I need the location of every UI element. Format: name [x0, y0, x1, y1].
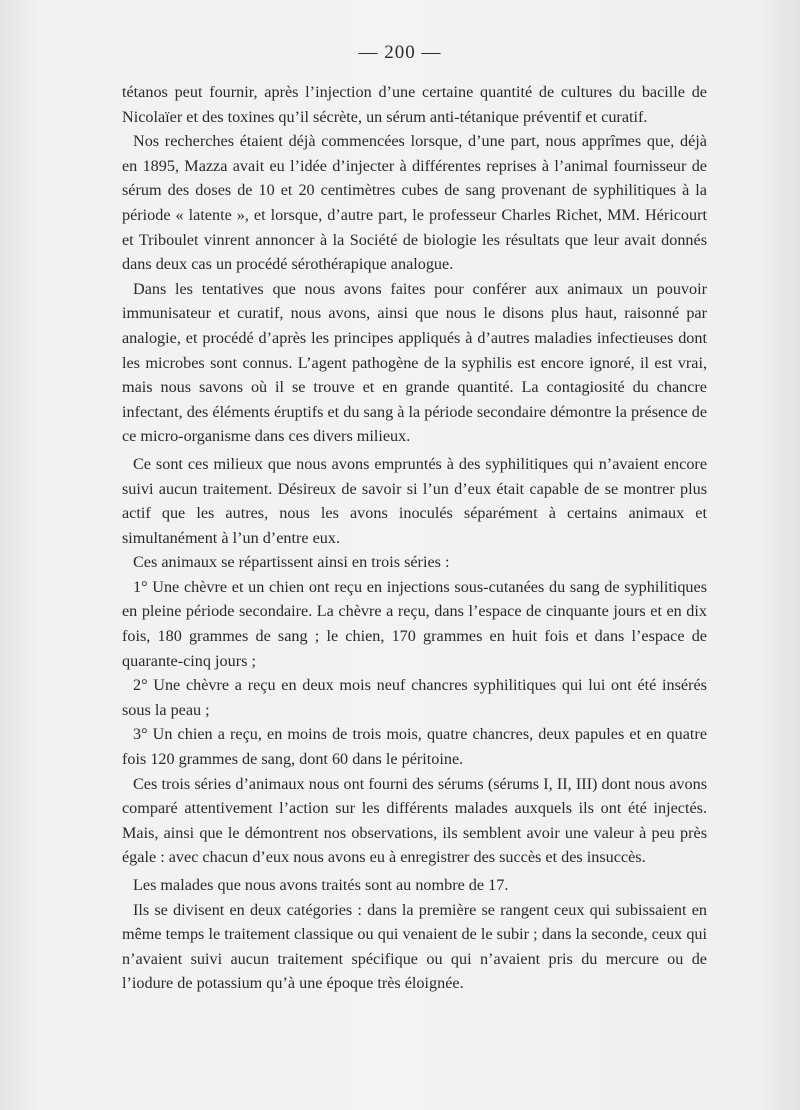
paragraph: Ils se divisent en deux catégories : dans la première se rangent ceux qui subissaient en même temps le traitement classique ou qui venaient de le subir ; dans la seconde, ceux qui n’avaient suivi aucun traitement spécifique ou qui n’avaient pris du mercure ou de l’iodure de potassium qu’à une époque très éloignée.	[122, 900, 707, 993]
paragraph: Ce sont ces milieux que nous avons empruntés à des syphilitiques qui n’avaient encore suivi aucun traitement. Désireux de savoir si l’un d’eux était capable de se montrer plus actif que les autres, nous les avons inoculés séparément à certains animaux et simultanément à l’un d’entre eux.	[122, 454, 707, 547]
paragraph: 2° Une chèvre a reçu en deux mois neuf chancres syphilitiques qui lui ont été insérés sous la peau ;	[122, 676, 707, 719]
body-text	[122, 80, 707, 996]
paragraph: Dans les tentatives que nous avons faites pour conférer aux animaux un pouvoir immunisateur et curatif, nous avons, ainsi que nous le disons plus haut, raisonné par analogie, et procédé d’après les principes appliqués à d’autres maladies infectieuses dont les microbes sont connus. L’agent pathogène de la syphilis est encore ignoré, il est vrai, mais nous savons où il se trouve et en grande quantité. La contagiosité du chancre infectant, des éléments éruptifs et du sang à la période secondaire démontre la présence de ce micro-organisme dans ces divers milieux.	[122, 279, 707, 446]
paragraph: Nos recherches étaient déjà commencées lorsque, d’une part, nous apprîmes que, déjà en 1895, Mazza avait eu l’idée d’injecter à différentes reprises à l’animal fournisseur de sérum des doses de 10 et 20 centimètres cubes de sang provenant de syphilitiques à la période « latente », et lorsque, d’autre part, le professeur Charles Richet, MM. Héricourt et Triboulet vinrent annoncer à la Société de biologie les résultats que leur avait donnés dans deux cas un procédé sérothérapique analogue.	[122, 132, 707, 274]
paragraph: tétanos peut fournir, après l’injection d’une certaine quantité de cultures du bacille de Nicolaïer et des toxines qu’il sécrète, un sérum anti-tétanique préventif et curatif.	[122, 83, 707, 126]
paragraph: 3° Un chien a reçu, en moins de trois mois, quatre chancres, deux papules et en quatre fois 120 grammes de sang, dont 60 dans le péritoine.	[122, 725, 707, 769]
paragraph: Ces animaux se répartissent ainsi en trois séries :	[133, 553, 450, 572]
paragraph: 1° Une chèvre et un chien ont reçu en injections sous-cutanées du sang de syphilitiques en pleine période secondaire. La chèvre a reçu, dans l’espace de cinquante jours et en dix fois, 180 grammes de sang ; le chien, 170 grammes en huit fois et dans l’espace de quarante-cinq jours ;	[122, 577, 707, 670]
paragraph: Ces trois séries d’animaux nous ont fourni des sérums (sérums I, II, III) dont nous avons comparé attentivement l’action sur les différents malades auxquels ils ont été injectés. Mais, ainsi que le démontrent nos observations, ils semblent avoir une valeur à peu près égale : avec chacun d’eux nous avons eu à enregistrer des succès et des insuccès.	[122, 774, 707, 867]
page-number: — 200 —	[358, 42, 442, 63]
paragraph: Les malades que nous avons traités sont au nombre de 17.	[133, 876, 509, 894]
